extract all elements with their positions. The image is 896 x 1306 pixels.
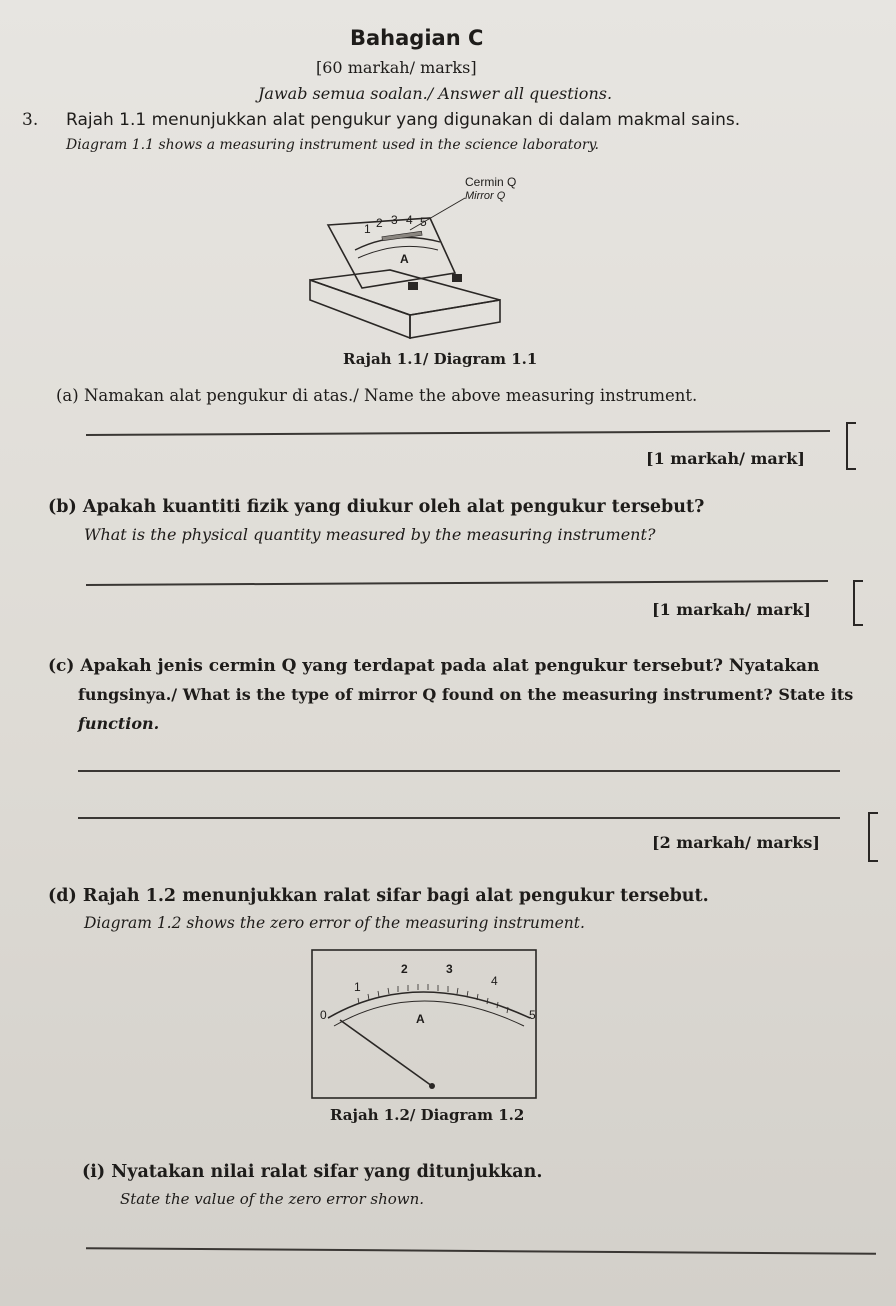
part-b-text-ms: (b) Apakah kuantiti fizik yang diukur oleh alat pengukur tersebut? <box>48 497 705 517</box>
diagram-1-1-caption: Rajah 1.1/ Diagram 1.1 <box>343 350 538 368</box>
part-c-marks: [2 markah/ marks] <box>652 833 820 852</box>
part-b-answer-line[interactable] <box>86 580 828 586</box>
scale-mark-4: 4 <box>406 213 413 227</box>
scale-mark-2: 2 <box>376 216 383 230</box>
scale-mark-3: 3 <box>391 213 398 227</box>
part-b-mark-box <box>853 580 863 626</box>
part-b-text-en: What is the physical quantity measured by the measuring instrument? <box>84 525 656 544</box>
section-instruction: Jawab semua soalan./ Answer all questions. <box>258 84 613 103</box>
mirror-label-en: Mirror Q <box>465 190 506 202</box>
zero-scale-mark-3: 3 <box>446 962 453 976</box>
part-d-i-answer-line[interactable] <box>86 1247 876 1255</box>
part-a-answer-line[interactable] <box>86 430 830 436</box>
part-c-line-1: (c) Apakah jenis cermin Q yang terdapat pada alat pengukur tersebut? Nyatakan <box>48 656 820 676</box>
zero-scale-mark-5: 5 <box>529 1008 536 1022</box>
part-c-answer-line-1[interactable] <box>78 770 840 772</box>
zero-scale-mark-0: 0 <box>320 1008 327 1022</box>
part-d-i-text-en: State the value of the zero error shown. <box>120 1190 425 1208</box>
part-c-line-3: function. <box>78 714 160 733</box>
zero-scale-mark-1: 1 <box>354 980 361 994</box>
diagram-1-2-caption: Rajah 1.2/ Diagram 1.2 <box>330 1106 525 1124</box>
part-c-mark-box <box>868 812 878 862</box>
scale-mark-1: 1 <box>364 222 371 236</box>
section-marks: [60 markah/ marks] <box>316 58 477 77</box>
scale-mark-5: 5 <box>420 215 427 229</box>
mirror-label-ms: Cermin Q <box>465 175 517 189</box>
question-text-en: Diagram 1.1 shows a measuring instrument used in the science laboratory. <box>66 137 600 153</box>
part-d-text-en: Diagram 1.2 shows the zero error of the measuring instrument. <box>84 914 585 932</box>
question-text-ms: Rajah 1.1 menunjukkan alat pengukur yang digunakan di dalam makmal sains. <box>66 110 741 130</box>
part-c-answer-line-2[interactable] <box>78 817 840 819</box>
part-d-text-ms: (d) Rajah 1.2 menunjukkan ralat sifar bagi alat pengukur tersebut. <box>48 886 709 906</box>
question-number: 3. <box>22 110 39 130</box>
diagram-1-2-zero-error <box>308 946 540 1106</box>
section-title: Bahagian C <box>350 26 484 50</box>
part-a-text: (a) Namakan alat pengukur di atas./ Name the above measuring instrument. <box>56 386 698 405</box>
zero-pointer-label-a: A <box>416 1012 425 1026</box>
part-a-mark-box <box>846 422 856 470</box>
part-c-line-2: fungsinya./ What is the type of mirror Q found on the measuring instrument? State its <box>78 685 854 704</box>
zero-scale-mark-4: 4 <box>491 974 498 988</box>
part-a-marks: [1 markah/ mark] <box>646 449 805 468</box>
part-d-i-text-ms: (i) Nyatakan nilai ralat sifar yang ditunjukkan. <box>82 1162 543 1182</box>
zero-scale-mark-2: 2 <box>401 962 408 976</box>
part-b-marks: [1 markah/ mark] <box>652 600 811 619</box>
pointer-label-a: A <box>400 252 409 266</box>
